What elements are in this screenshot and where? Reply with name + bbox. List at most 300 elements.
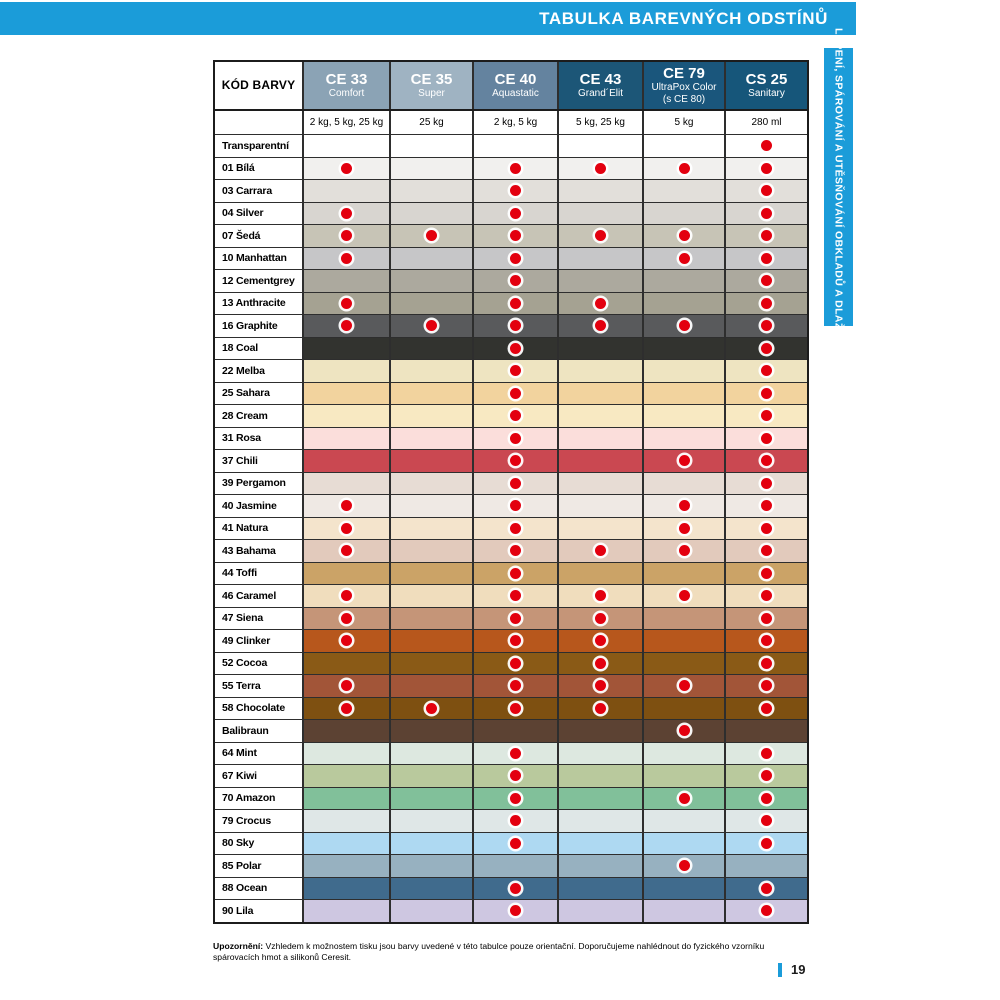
- cell-cs-25: [724, 360, 807, 382]
- row-label: 46 Caramel: [215, 585, 302, 607]
- color-row-28-cream: [215, 405, 807, 428]
- package-size-ce-40: 2 kg, 5 kg: [472, 111, 557, 135]
- availability-dot: [510, 815, 521, 826]
- product-code: CE 33: [325, 70, 368, 88]
- cell-ce-43: [557, 540, 642, 562]
- cell-ce-79: [642, 383, 724, 405]
- cell-ce-40: [472, 810, 557, 832]
- row-label: 80 Sky: [215, 833, 302, 855]
- cell-ce-40: [472, 833, 557, 855]
- column-header-ce-40: [472, 62, 557, 109]
- cell-cs-25: [724, 518, 807, 540]
- availability-dot: [510, 365, 521, 376]
- availability-dot: [510, 635, 521, 646]
- cell-ce-79: [642, 608, 724, 630]
- product-name: Super: [418, 88, 445, 100]
- cell-ce-33: [302, 495, 389, 517]
- cell-ce-33: [302, 293, 389, 315]
- row-label: Transparentní: [215, 135, 302, 157]
- cell-ce-79: [642, 563, 724, 585]
- cell-ce-43: [557, 248, 642, 270]
- availability-dot: [341, 523, 352, 534]
- cell-ce-79: [642, 135, 724, 157]
- cell-cs-25: [724, 540, 807, 562]
- availability-dot: [761, 365, 772, 376]
- availability-dot: [761, 703, 772, 714]
- cell-cs-25: [724, 630, 807, 652]
- cell-ce-43: [557, 135, 642, 157]
- cell-cs-25: [724, 698, 807, 720]
- cell-ce-79: [642, 630, 724, 652]
- row-label: 25 Sahara: [215, 383, 302, 405]
- availability-dot: [761, 320, 772, 331]
- cell-ce-40: [472, 158, 557, 180]
- color-row-85-polar: [215, 855, 807, 878]
- cell-ce-35: [389, 270, 472, 292]
- cell-ce-43: [557, 810, 642, 832]
- section-side-tab: [824, 28, 853, 346]
- product-code: CE 79: [663, 65, 705, 83]
- cell-ce-40: [472, 765, 557, 787]
- availability-dot: [761, 613, 772, 624]
- cell-ce-40: [472, 900, 557, 922]
- color-row-40-jasmine: [215, 495, 807, 518]
- color-row-88-ocean: [215, 878, 807, 901]
- availability-dot: [510, 748, 521, 759]
- cell-ce-35: [389, 563, 472, 585]
- cell-ce-40: [472, 315, 557, 337]
- cell-cs-25: [724, 158, 807, 180]
- cell-ce-35: [389, 338, 472, 360]
- cell-ce-79: [642, 203, 724, 225]
- cell-ce-43: [557, 495, 642, 517]
- cell-ce-33: [302, 765, 389, 787]
- cell-cs-25: [724, 180, 807, 202]
- cell-ce-43: [557, 518, 642, 540]
- cell-ce-40: [472, 473, 557, 495]
- availability-dot: [761, 410, 772, 421]
- cell-ce-40: [472, 675, 557, 697]
- package-size-cs-25: 280 ml: [724, 111, 807, 135]
- availability-dot: [761, 658, 772, 669]
- footnote: [213, 941, 807, 962]
- availability-dot: [761, 208, 772, 219]
- availability-dot: [595, 613, 606, 624]
- cell-ce-79: [642, 495, 724, 517]
- color-row-70-amazon: [215, 788, 807, 811]
- footnote-label: Upozornění:: [213, 941, 264, 951]
- package-size-ce-43: 5 kg, 25 kg: [557, 111, 642, 135]
- availability-dot: [595, 320, 606, 331]
- color-row-transparentní: [215, 135, 807, 158]
- cell-ce-33: [302, 203, 389, 225]
- cell-ce-40: [472, 225, 557, 247]
- color-row-58-chocolate: [215, 698, 807, 721]
- row-label: 01 Bílá: [215, 158, 302, 180]
- availability-dot: [341, 253, 352, 264]
- cell-ce-40: [472, 878, 557, 900]
- availability-dot: [510, 568, 521, 579]
- cell-ce-35: [389, 698, 472, 720]
- cell-ce-35: [389, 473, 472, 495]
- cell-cs-25: [724, 338, 807, 360]
- row-label: 49 Clinker: [215, 630, 302, 652]
- availability-dot: [510, 433, 521, 444]
- cell-ce-43: [557, 338, 642, 360]
- cell-ce-33: [302, 158, 389, 180]
- availability-dot: [341, 703, 352, 714]
- footnote-text: Vzhledem k možnostem tisku jsou barvy uvedené v této tabulce pouze orientační. Doporučujeme nahlédnout do fyzického vzorníku spárovacích hmot a silikonů Ceresit.: [213, 941, 765, 962]
- availability-dot: [679, 500, 690, 511]
- cell-ce-33: [302, 383, 389, 405]
- cell-ce-40: [472, 135, 557, 157]
- row-label: 31 Rosa: [215, 428, 302, 450]
- cell-ce-33: [302, 428, 389, 450]
- column-header-cs-25: [724, 62, 807, 109]
- availability-dot: [595, 163, 606, 174]
- cell-ce-35: [389, 900, 472, 922]
- availability-dot: [679, 320, 690, 331]
- availability-dot: [510, 298, 521, 309]
- cell-cs-25: [724, 878, 807, 900]
- availability-dot: [510, 343, 521, 354]
- cell-ce-79: [642, 315, 724, 337]
- cell-cs-25: [724, 270, 807, 292]
- package-corner-empty: [215, 111, 302, 135]
- availability-dot: [679, 793, 690, 804]
- availability-dot: [341, 680, 352, 691]
- cell-ce-33: [302, 585, 389, 607]
- cell-ce-79: [642, 900, 724, 922]
- cell-cs-25: [724, 315, 807, 337]
- cell-ce-33: [302, 450, 389, 472]
- cell-ce-79: [642, 653, 724, 675]
- availability-dot: [761, 815, 772, 826]
- cell-ce-79: [642, 450, 724, 472]
- cell-cs-25: [724, 743, 807, 765]
- cell-ce-33: [302, 653, 389, 675]
- cell-ce-35: [389, 833, 472, 855]
- cell-ce-33: [302, 608, 389, 630]
- color-shade-table: [213, 60, 809, 924]
- availability-dot: [761, 253, 772, 264]
- cell-ce-35: [389, 743, 472, 765]
- cell-ce-79: [642, 225, 724, 247]
- page-number-bar-icon: [778, 963, 782, 977]
- cell-ce-79: [642, 473, 724, 495]
- color-row-90-lila: [215, 900, 807, 922]
- cell-ce-35: [389, 383, 472, 405]
- cell-ce-33: [302, 698, 389, 720]
- cell-ce-43: [557, 203, 642, 225]
- availability-dot: [341, 163, 352, 174]
- row-label: 52 Cocoa: [215, 653, 302, 675]
- cell-ce-43: [557, 270, 642, 292]
- table-header-row: [215, 62, 807, 111]
- product-code: CE 40: [494, 70, 537, 88]
- product-name: Grand´Elit: [577, 88, 623, 100]
- color-row-39-pergamon: [215, 473, 807, 496]
- availability-dot: [341, 545, 352, 556]
- cell-cs-25: [724, 765, 807, 787]
- cell-ce-40: [472, 720, 557, 742]
- cell-cs-25: [724, 788, 807, 810]
- cell-ce-43: [557, 450, 642, 472]
- availability-dot: [761, 230, 772, 241]
- color-row-01-bílá: [215, 158, 807, 181]
- availability-dot: [595, 703, 606, 714]
- cell-cs-25: [724, 428, 807, 450]
- column-header-ce-43: [557, 62, 642, 109]
- cell-ce-35: [389, 315, 472, 337]
- availability-dot: [510, 253, 521, 264]
- color-row-10-manhattan: [215, 248, 807, 271]
- availability-dot: [510, 545, 521, 556]
- color-row-44-toffi: [215, 563, 807, 586]
- cell-cs-25: [724, 900, 807, 922]
- cell-ce-40: [472, 270, 557, 292]
- cell-ce-40: [472, 698, 557, 720]
- cell-ce-79: [642, 765, 724, 787]
- color-row-80-sky: [215, 833, 807, 856]
- cell-ce-33: [302, 563, 389, 585]
- cell-ce-43: [557, 563, 642, 585]
- cell-ce-43: [557, 675, 642, 697]
- cell-ce-79: [642, 698, 724, 720]
- color-row-03-carrara: [215, 180, 807, 203]
- availability-dot: [595, 230, 606, 241]
- row-label: 28 Cream: [215, 405, 302, 427]
- cell-ce-33: [302, 405, 389, 427]
- row-label: 85 Polar: [215, 855, 302, 877]
- cell-ce-35: [389, 293, 472, 315]
- cell-ce-43: [557, 630, 642, 652]
- cell-cs-25: [724, 293, 807, 315]
- availability-dot: [679, 523, 690, 534]
- availability-dot: [679, 680, 690, 691]
- product-name: UltraPox Color: [651, 82, 717, 94]
- cell-cs-25: [724, 720, 807, 742]
- color-row-13-anthracite: [215, 293, 807, 316]
- availability-dot: [510, 703, 521, 714]
- row-label: 88 Ocean: [215, 878, 302, 900]
- product-name: Sanitary: [748, 88, 785, 100]
- availability-dot: [761, 523, 772, 534]
- package-size-ce-33: 2 kg, 5 kg, 25 kg: [302, 111, 389, 135]
- row-label: 44 Toffi: [215, 563, 302, 585]
- color-row-47-siena: [215, 608, 807, 631]
- package-size-ce-35: 25 kg: [389, 111, 472, 135]
- cell-ce-40: [472, 653, 557, 675]
- cell-ce-43: [557, 698, 642, 720]
- availability-dot: [510, 523, 521, 534]
- availability-dot: [679, 455, 690, 466]
- availability-dot: [595, 298, 606, 309]
- availability-dot: [510, 838, 521, 849]
- cell-ce-79: [642, 810, 724, 832]
- availability-dot: [510, 883, 521, 894]
- availability-dot: [510, 500, 521, 511]
- availability-dot: [761, 793, 772, 804]
- row-label: 40 Jasmine: [215, 495, 302, 517]
- cell-ce-33: [302, 900, 389, 922]
- availability-dot: [679, 545, 690, 556]
- cell-ce-35: [389, 158, 472, 180]
- cell-ce-43: [557, 585, 642, 607]
- cell-ce-79: [642, 405, 724, 427]
- cell-ce-33: [302, 518, 389, 540]
- cell-ce-40: [472, 428, 557, 450]
- cell-ce-79: [642, 855, 724, 877]
- row-label: 37 Chili: [215, 450, 302, 472]
- availability-dot: [510, 410, 521, 421]
- row-label: 70 Amazon: [215, 788, 302, 810]
- color-row-79-crocus: [215, 810, 807, 833]
- cell-ce-35: [389, 248, 472, 270]
- availability-dot: [761, 883, 772, 894]
- row-label: 64 Mint: [215, 743, 302, 765]
- availability-dot: [761, 388, 772, 399]
- cell-cs-25: [724, 450, 807, 472]
- cell-ce-79: [642, 293, 724, 315]
- cell-ce-40: [472, 383, 557, 405]
- cell-ce-33: [302, 878, 389, 900]
- cell-ce-35: [389, 225, 472, 247]
- cell-cs-25: [724, 383, 807, 405]
- availability-dot: [341, 500, 352, 511]
- availability-dot: [761, 185, 772, 196]
- color-row-55-terra: [215, 675, 807, 698]
- cell-ce-40: [472, 338, 557, 360]
- cell-ce-43: [557, 293, 642, 315]
- cell-ce-35: [389, 675, 472, 697]
- cell-ce-33: [302, 360, 389, 382]
- cell-ce-40: [472, 630, 557, 652]
- availability-dot: [679, 725, 690, 736]
- row-label: 10 Manhattan: [215, 248, 302, 270]
- cell-ce-40: [472, 585, 557, 607]
- availability-dot: [426, 703, 437, 714]
- cell-ce-43: [557, 473, 642, 495]
- cell-cs-25: [724, 675, 807, 697]
- color-row-18-coal: [215, 338, 807, 361]
- cell-ce-33: [302, 248, 389, 270]
- cell-ce-43: [557, 855, 642, 877]
- color-row-31-rosa: [215, 428, 807, 451]
- availability-dot: [761, 433, 772, 444]
- cell-ce-40: [472, 203, 557, 225]
- side-tab-label: LEPENÍ, SPÁROVÁNÍ A UTĚSŇOVÁNÍ OBKLADŮ A DLAŽBY: [832, 28, 845, 346]
- cell-ce-33: [302, 720, 389, 742]
- color-row-64-mint: [215, 743, 807, 766]
- cell-cs-25: [724, 473, 807, 495]
- cell-cs-25: [724, 225, 807, 247]
- cell-cs-25: [724, 405, 807, 427]
- product-code: CS 25: [745, 70, 788, 88]
- cell-ce-33: [302, 540, 389, 562]
- availability-dot: [341, 590, 352, 601]
- row-label: 07 Šedá: [215, 225, 302, 247]
- cell-ce-79: [642, 743, 724, 765]
- cell-ce-43: [557, 878, 642, 900]
- availability-dot: [761, 838, 772, 849]
- availability-dot: [510, 905, 521, 916]
- availability-dot: [510, 613, 521, 624]
- color-row-16-graphite: [215, 315, 807, 338]
- cell-ce-79: [642, 720, 724, 742]
- cell-ce-43: [557, 428, 642, 450]
- cell-ce-35: [389, 428, 472, 450]
- availability-dot: [510, 388, 521, 399]
- cell-ce-33: [302, 630, 389, 652]
- color-row-46-caramel: [215, 585, 807, 608]
- color-table-body: [215, 135, 807, 922]
- column-header-ce-35: [389, 62, 472, 109]
- cell-ce-79: [642, 833, 724, 855]
- cell-ce-33: [302, 180, 389, 202]
- cell-ce-40: [472, 855, 557, 877]
- cell-ce-43: [557, 653, 642, 675]
- row-label: 04 Silver: [215, 203, 302, 225]
- cell-ce-33: [302, 675, 389, 697]
- cell-ce-43: [557, 743, 642, 765]
- color-row-41-natura: [215, 518, 807, 541]
- availability-dot: [595, 680, 606, 691]
- cell-ce-43: [557, 833, 642, 855]
- page-header-bar: [0, 2, 856, 35]
- corner-header-kod-barvy: KÓD BARVY: [215, 62, 302, 109]
- row-label: 16 Graphite: [215, 315, 302, 337]
- cell-ce-35: [389, 630, 472, 652]
- availability-dot: [761, 298, 772, 309]
- cell-ce-35: [389, 855, 472, 877]
- availability-dot: [761, 275, 772, 286]
- availability-dot: [510, 320, 521, 331]
- cell-ce-43: [557, 180, 642, 202]
- cell-ce-79: [642, 338, 724, 360]
- color-row-balibraun: [215, 720, 807, 743]
- cell-ce-35: [389, 788, 472, 810]
- color-row-49-clinker: [215, 630, 807, 653]
- cell-ce-43: [557, 608, 642, 630]
- color-row-22-melba: [215, 360, 807, 383]
- cell-cs-25: [724, 135, 807, 157]
- availability-dot: [679, 163, 690, 174]
- cell-ce-40: [472, 450, 557, 472]
- availability-dot: [679, 590, 690, 601]
- availability-dot: [341, 230, 352, 241]
- cell-ce-40: [472, 248, 557, 270]
- cell-ce-79: [642, 248, 724, 270]
- availability-dot: [510, 163, 521, 174]
- cell-ce-40: [472, 360, 557, 382]
- cell-ce-35: [389, 608, 472, 630]
- cell-ce-43: [557, 900, 642, 922]
- cell-ce-35: [389, 765, 472, 787]
- availability-dot: [761, 568, 772, 579]
- row-label: 39 Pergamon: [215, 473, 302, 495]
- cell-ce-43: [557, 158, 642, 180]
- row-label: 03 Carrara: [215, 180, 302, 202]
- cell-ce-40: [472, 743, 557, 765]
- cell-ce-40: [472, 563, 557, 585]
- cell-ce-33: [302, 833, 389, 855]
- availability-dot: [341, 613, 352, 624]
- cell-ce-79: [642, 158, 724, 180]
- availability-dot: [761, 140, 772, 151]
- row-label: 67 Kiwi: [215, 765, 302, 787]
- cell-ce-33: [302, 473, 389, 495]
